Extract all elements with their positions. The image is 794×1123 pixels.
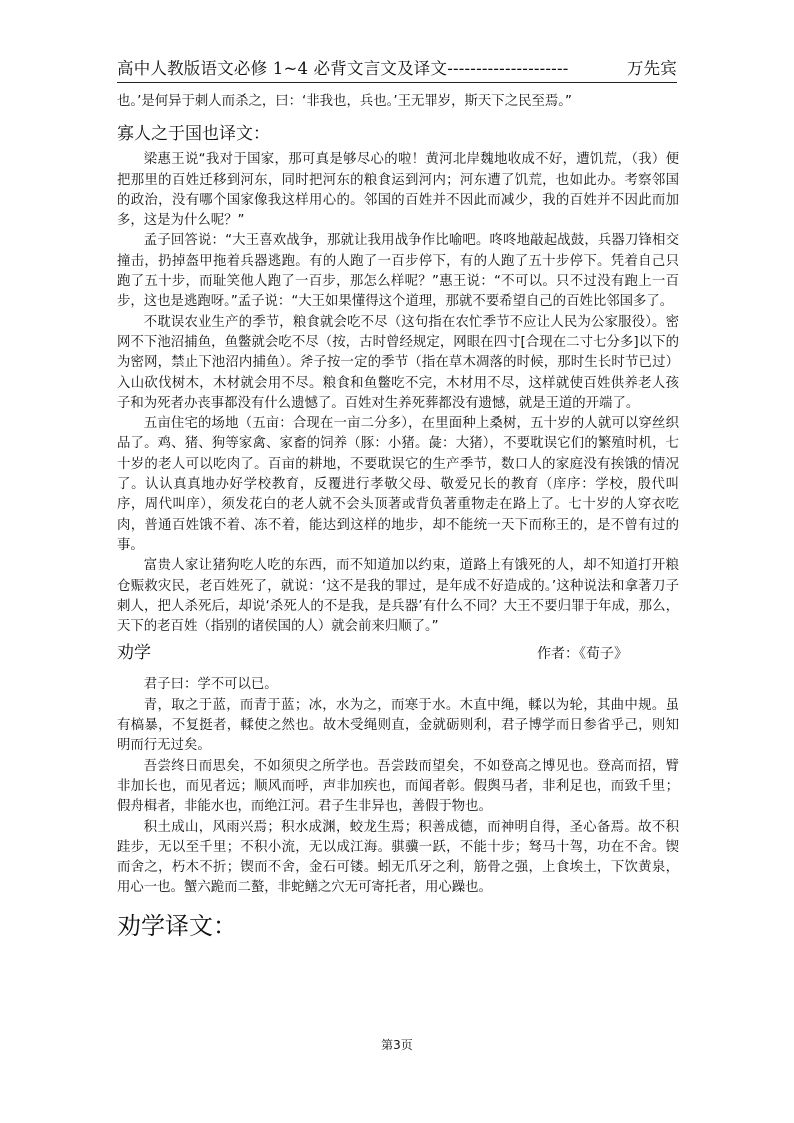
paragraph: 富贵人家让猪狗吃人吃的东西，而不知道加以约束，道路上有饿死的人，却不知道打开粮仓赈救灾民，老百姓死了，就说：‘这不是我的罪过，是年成不好造成的。’这种说法和拿著刀子刺人，把人杀死后，却说‘杀死人的不是我，是兵器’有什么不同？大王不要归罪于年成，那么，天下的老百姓（指别的诸侯国的人）就会前来归顺了。” bbox=[117, 558, 679, 635]
section-title-quanxue-translation: 劝学译文： bbox=[117, 911, 237, 940]
section-title-translation: 寡人之于国也译文： bbox=[117, 124, 270, 145]
header-title: 高中人教版语文必修 1~4 必背文言文及译文--------------------- bbox=[117, 59, 569, 78]
section-author: 作者：《荀子》 bbox=[537, 646, 628, 663]
section-title-quanxue: 劝学 bbox=[117, 643, 151, 664]
section-heading-row bbox=[117, 641, 679, 667]
paragraph: 五亩住宅的场地（五亩：合现在一亩二分多），在里面种上桑树，五十岁的人就可以穿丝织品了。鸡、猪、狗等家禽、家畜的饲养（豚：小猪。彘：大猪），不要耽误它们的繁殖时机，七十岁的老人可以吃肉了。百亩的耕地，不要耽误它的生产季节，数口人的家庭没有挨饿的情况了。认认真真地办好学校教育，反覆进行孝敬父母、敬爱兄长的教育（庠序：学校，殷代叫序，周代叫庠），须发花白的老人就不会头顶著或背负著重物走在路上了。七十岁的人穿衣吃肉，普通百姓饿不着、冻不着，能达到这样的地步，却不能统一天下而称王的，是不曾有过的事。 bbox=[117, 416, 679, 553]
paragraph: 青，取之于蓝，而青于蓝；冰，水为之，而寒于水。木直中绳，輮以为轮，其曲中规。虽有槁暴，不复挺者，輮使之然也。故木受绳则直，金就砺则利，君子博学而日参省乎己，则知明而行无过矣。 bbox=[117, 697, 679, 754]
paragraph: 积土成山，风雨兴焉；积水成渊，蛟龙生焉；积善成德，而神明自得，圣心备焉。故不积跬步，无以至千里；不积小流，无以成江海。骐骥一跃，不能十步；驽马十驾，功在不舍。锲而舍之，朽木不折；锲而不舍，金石可镂。蚓无爪牙之利，筋骨之强，上食埃土，下饮黄泉，用心一也。蟹六跪而二螯，非蛇鳝之穴无可寄托者，用心躁也。 bbox=[117, 819, 679, 896]
page-header bbox=[117, 58, 677, 83]
header-author: 万先宾 bbox=[626, 59, 677, 78]
paragraph: 梁惠王说“我对于国家，那可真是够尽心的啦！黄河北岸魏地收成不好，遭饥荒，（我）便把那里的百姓迁移到河东，同时把河东的粮食运到河内；河东遭了饥荒，也如此办。考察邻国的政治，没有哪个国家像我这样用心的。邻国的百姓并不因此而减少，我的百姓并不因此而加多，这是为什么呢？” bbox=[117, 152, 679, 229]
paragraph: 吾尝终日而思矣，不如须臾之所学也。吾尝跂而望矣，不如登高之博见也。登高而招，臂非加长也，而见者远；顺风而呼，声非加疾也，而闻者彰。假舆马者，非利足也，而致千里；假舟楫者，非能水也，而绝江河。君子生非异也，善假于物也。 bbox=[117, 758, 679, 815]
paragraph: 不耽误农业生产的季节，粮食就会吃不尽（这句指在农忙季节不应让人民为公家服役）。密网不下池沼捕鱼，鱼鳖就会吃不尽（按，古时曾经规定，网眼在四寸[合现在二寸七分多]以下的为密网，禁止下池沼内捕鱼）。斧子按一定的季节（指在草木凋落的时候，那时生长时节已过）入山砍伐树木，木材就会用不尽。粮食和鱼鳖吃不完，木材用不尽，这样就使百姓供养老人孩子和为死者办丧事都没有什么遗憾了。百姓对生养死葬都没有遗憾，就是王道的开端了。 bbox=[117, 314, 679, 411]
document-body bbox=[117, 92, 679, 941]
paragraph: 君子曰：学不可以已。 bbox=[143, 677, 278, 693]
paragraph: 孟子回答说：“大王喜欢战争，那就让我用战争作比喻吧。咚咚地敲起战鼓，兵器刀锋相交撞击，扔掉盔甲拖着兵器逃跑。有的人跑了一百步停下，有的人跑了五十步停下。凭着自己只跑了五十步，而耻笑他人跑了一百步，那怎么样呢？”惠王说：“不可以。只不过没有跑上一百步，这也是逃跑呀。”孟子说：“大王如果懂得这个道理，那就不要希望自己的百姓比邻国多了。 bbox=[117, 233, 679, 310]
page-number: 第3页 bbox=[381, 1038, 413, 1052]
continued-paragraph: 也。’是何异于刺人而杀之，曰：‘非我也，兵也。’王无罪岁，斯天下之民至焉。” bbox=[117, 94, 572, 109]
